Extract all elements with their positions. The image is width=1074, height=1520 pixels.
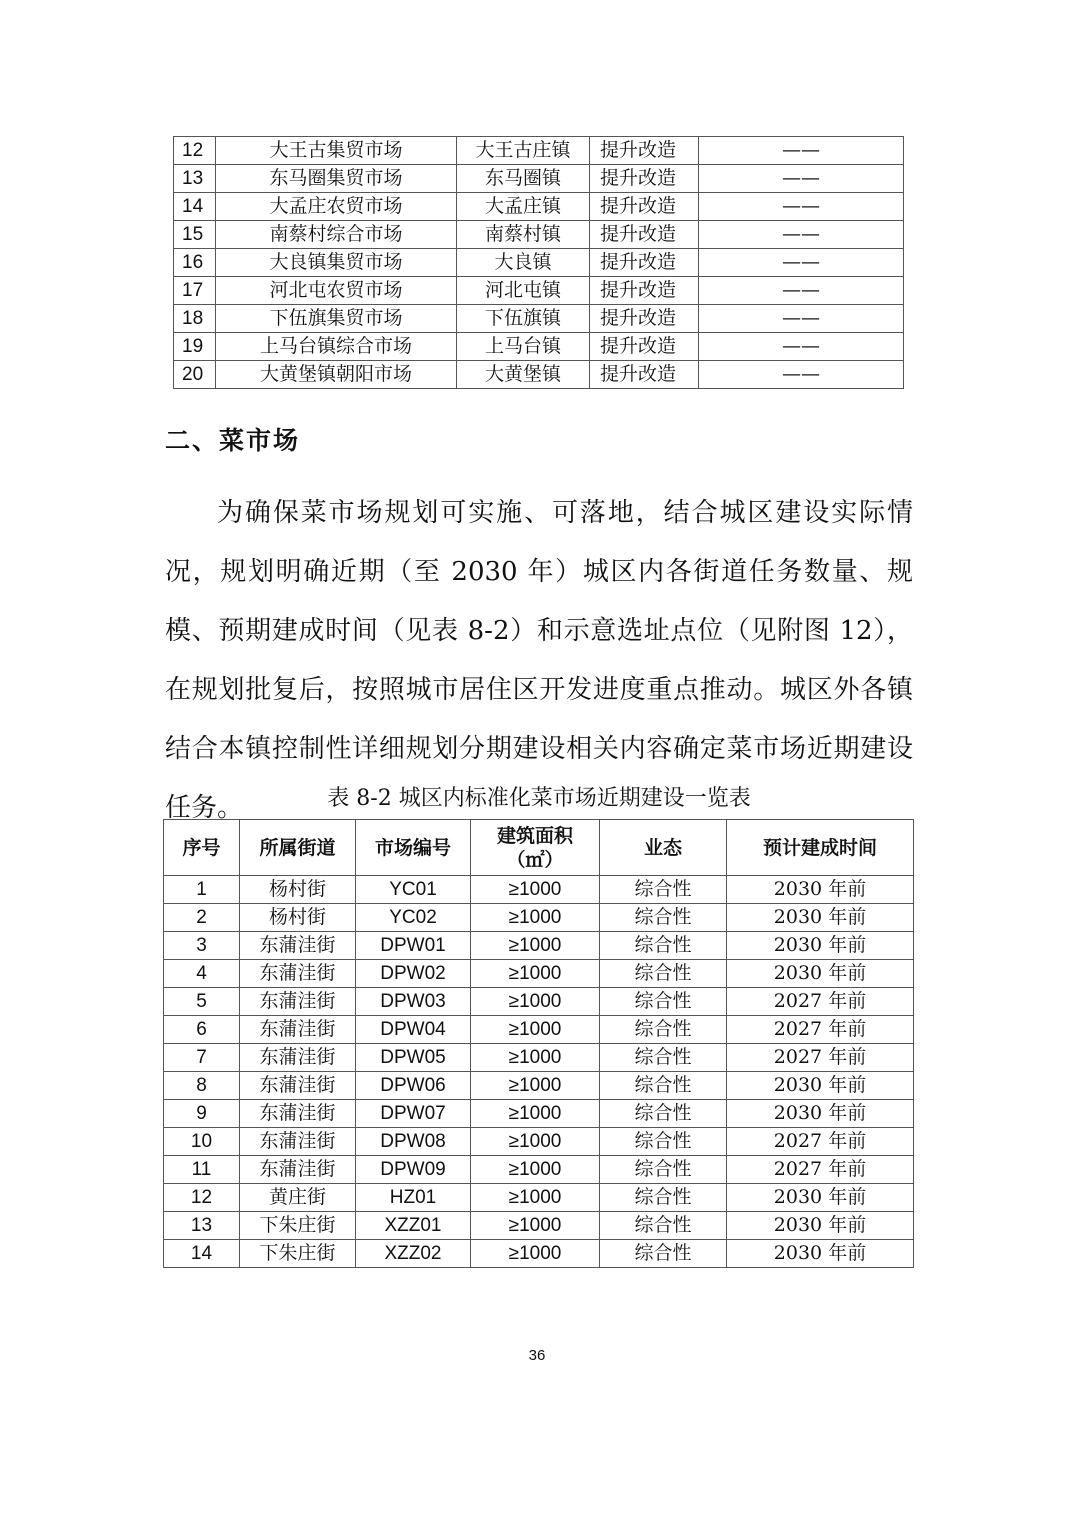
cell-town: 下伍旗镇 [457, 305, 590, 333]
cell-floor-area: ≥1000 [471, 1240, 600, 1268]
cell-town: 东马圈镇 [457, 165, 590, 193]
cell-index: 10 [164, 1128, 240, 1156]
cell-index: 5 [164, 988, 240, 1016]
cell-market-name: 上马台镇综合市场 [216, 333, 457, 361]
table-row [174, 277, 904, 305]
cell-street: 东蒲洼街 [240, 1016, 356, 1044]
cell-business-type: 综合性 [600, 876, 727, 904]
cell-completion-time: 2030 年前 [727, 1184, 914, 1212]
cell-index: 16 [174, 249, 216, 277]
cell-business-type: 综合性 [600, 1184, 727, 1212]
header-business-type: 业态 [600, 820, 727, 876]
cell-construction-type: 提升改造 [590, 137, 699, 165]
table-row [164, 1072, 914, 1100]
cell-floor-area: ≥1000 [471, 1128, 600, 1156]
cell-completion-time: 2030 年前 [727, 904, 914, 932]
cell-market-code: YC02 [356, 904, 471, 932]
cell-floor-area: ≥1000 [471, 1072, 600, 1100]
table-row [164, 1044, 914, 1072]
cell-construction-type: 提升改造 [590, 277, 699, 305]
cell-index: 2 [164, 904, 240, 932]
table-row [164, 988, 914, 1016]
cell-town: 大良镇 [457, 249, 590, 277]
cell-market-code: DPW07 [356, 1100, 471, 1128]
table-row [164, 1184, 914, 1212]
cell-business-type: 综合性 [600, 932, 727, 960]
cell-street: 东蒲洼街 [240, 1072, 356, 1100]
table-row [164, 932, 914, 960]
cell-completion-time: 2030 年前 [727, 960, 914, 988]
cell-market-code: DPW06 [356, 1072, 471, 1100]
section-heading: 二、菜市场 [165, 426, 301, 455]
table-row [174, 333, 904, 361]
header-floor-area: 建筑面积 （㎡） [471, 820, 600, 876]
cell-business-type: 综合性 [600, 1072, 727, 1100]
cell-completion-time: 2027 年前 [727, 1016, 914, 1044]
cell-market-code: DPW03 [356, 988, 471, 1016]
table-row [164, 876, 914, 904]
cell-market-name: 下伍旗集贸市场 [216, 305, 457, 333]
cell-completion-time: 2030 年前 [727, 876, 914, 904]
cell-floor-area: ≥1000 [471, 1100, 600, 1128]
header-market-code: 市场编号 [356, 820, 471, 876]
cell-street: 东蒲洼街 [240, 932, 356, 960]
cell-note: —— [699, 221, 904, 249]
cell-street: 杨村街 [240, 904, 356, 932]
cell-completion-time: 2027 年前 [727, 1044, 914, 1072]
cell-floor-area: ≥1000 [471, 1016, 600, 1044]
table-row [174, 221, 904, 249]
table-row [164, 1156, 914, 1184]
cell-construction-type: 提升改造 [590, 165, 699, 193]
cell-index: 19 [174, 333, 216, 361]
cell-index: 20 [174, 361, 216, 389]
cell-floor-area: ≥1000 [471, 988, 600, 1016]
cell-index: 17 [174, 277, 216, 305]
cell-floor-area: ≥1000 [471, 1156, 600, 1184]
cell-note: —— [699, 193, 904, 221]
cell-street: 东蒲洼街 [240, 960, 356, 988]
cell-note: —— [699, 277, 904, 305]
header-index: 序号 [164, 820, 240, 876]
cell-market-name: 大孟庄农贸市场 [216, 193, 457, 221]
cell-index: 14 [164, 1240, 240, 1268]
cell-market-code: DPW04 [356, 1016, 471, 1044]
cell-index: 12 [174, 137, 216, 165]
cell-completion-time: 2027 年前 [727, 1156, 914, 1184]
cell-index: 4 [164, 960, 240, 988]
cell-floor-area: ≥1000 [471, 904, 600, 932]
cell-market-name: 大黄堡镇朝阳市场 [216, 361, 457, 389]
cell-floor-area: ≥1000 [471, 876, 600, 904]
vegetable-market-table [163, 819, 914, 1268]
cell-business-type: 综合性 [600, 1212, 727, 1240]
cell-construction-type: 提升改造 [590, 193, 699, 221]
table-row [174, 165, 904, 193]
table-row [164, 1128, 914, 1156]
cell-note: —— [699, 137, 904, 165]
cell-completion-time: 2027 年前 [727, 1128, 914, 1156]
cell-street: 东蒲洼街 [240, 988, 356, 1016]
cell-index: 8 [164, 1072, 240, 1100]
cell-index: 11 [164, 1156, 240, 1184]
table-row [164, 904, 914, 932]
cell-market-name: 大王古集贸市场 [216, 137, 457, 165]
header-street: 所属街道 [240, 820, 356, 876]
cell-street: 东蒲洼街 [240, 1044, 356, 1072]
cell-market-code: DPW08 [356, 1128, 471, 1156]
cell-completion-time: 2030 年前 [727, 1100, 914, 1128]
cell-index: 7 [164, 1044, 240, 1072]
cell-market-name: 大良镇集贸市场 [216, 249, 457, 277]
cell-construction-type: 提升改造 [590, 249, 699, 277]
cell-index: 6 [164, 1016, 240, 1044]
cell-index: 15 [174, 221, 216, 249]
table-row [174, 249, 904, 277]
table-row [164, 960, 914, 988]
cell-business-type: 综合性 [600, 1156, 727, 1184]
table-row [164, 1212, 914, 1240]
page-number: 36 [528, 1347, 546, 1364]
cell-floor-area: ≥1000 [471, 1044, 600, 1072]
cell-business-type: 综合性 [600, 1016, 727, 1044]
cell-floor-area: ≥1000 [471, 960, 600, 988]
cell-town: 河北屯镇 [457, 277, 590, 305]
table-row [164, 1240, 914, 1268]
cell-completion-time: 2030 年前 [727, 932, 914, 960]
cell-business-type: 综合性 [600, 960, 727, 988]
cell-business-type: 综合性 [600, 988, 727, 1016]
cell-completion-time: 2030 年前 [727, 1072, 914, 1100]
cell-index: 1 [164, 876, 240, 904]
table-row [174, 361, 904, 389]
table-row [164, 1016, 914, 1044]
cell-market-code: XZZ01 [356, 1212, 471, 1240]
cell-street: 东蒲洼街 [240, 1128, 356, 1156]
cell-town: 大黄堡镇 [457, 361, 590, 389]
cell-construction-type: 提升改造 [590, 305, 699, 333]
cell-floor-area: ≥1000 [471, 1184, 600, 1212]
cell-market-code: XZZ02 [356, 1240, 471, 1268]
cell-town: 大王古庄镇 [457, 137, 590, 165]
cell-town: 南蔡村镇 [457, 221, 590, 249]
cell-street: 下朱庄街 [240, 1240, 356, 1268]
table-row [164, 1100, 914, 1128]
cell-business-type: 综合性 [600, 904, 727, 932]
cell-town: 大孟庄镇 [457, 193, 590, 221]
cell-note: —— [699, 361, 904, 389]
cell-market-code: DPW05 [356, 1044, 471, 1072]
cell-market-code: HZ01 [356, 1184, 471, 1212]
cell-business-type: 综合性 [600, 1128, 727, 1156]
cell-index: 14 [174, 193, 216, 221]
cell-market-code: DPW02 [356, 960, 471, 988]
continued-market-table [173, 136, 904, 389]
table-header-row [164, 820, 914, 876]
table-row [174, 193, 904, 221]
cell-completion-time: 2030 年前 [727, 1240, 914, 1268]
cell-index: 13 [174, 165, 216, 193]
cell-market-code: DPW01 [356, 932, 471, 960]
table-row [174, 137, 904, 165]
cell-index: 3 [164, 932, 240, 960]
header-completion-time: 预计建成时间 [727, 820, 914, 876]
section-paragraph: 为确保菜市场规划可实施、可落地，结合城区建设实际情况，规划明确近期（至 2030 年）城区内各街道任务数量、规模、预期建成时间（见表 8-2）和示意选址点位（见附图 12），在规划批复后，按照城市居住区开发进度重点推动。城区外各镇结合本镇控制性详细规划分期建设相关内容确定菜市场近期建设任务。 [165, 498, 913, 823]
cell-completion-time: 2027 年前 [727, 988, 914, 1016]
cell-business-type: 综合性 [600, 1100, 727, 1128]
cell-market-name: 南蔡村综合市场 [216, 221, 457, 249]
cell-business-type: 综合性 [600, 1240, 727, 1268]
cell-index: 18 [174, 305, 216, 333]
cell-construction-type: 提升改造 [590, 221, 699, 249]
cell-note: —— [699, 305, 904, 333]
cell-floor-area: ≥1000 [471, 932, 600, 960]
cell-street: 东蒲洼街 [240, 1100, 356, 1128]
cell-index: 12 [164, 1184, 240, 1212]
cell-town: 上马台镇 [457, 333, 590, 361]
cell-street: 下朱庄街 [240, 1212, 356, 1240]
cell-floor-area: ≥1000 [471, 1212, 600, 1240]
table-caption: 表 8-2 城区内标准化菜市场近期建设一览表 [327, 786, 751, 811]
cell-market-name: 东马圈集贸市场 [216, 165, 457, 193]
cell-street: 东蒲洼街 [240, 1156, 356, 1184]
cell-index: 13 [164, 1212, 240, 1240]
cell-note: —— [699, 249, 904, 277]
cell-market-code: DPW09 [356, 1156, 471, 1184]
cell-construction-type: 提升改造 [590, 361, 699, 389]
cell-completion-time: 2030 年前 [727, 1212, 914, 1240]
table-row [174, 305, 904, 333]
cell-market-code: YC01 [356, 876, 471, 904]
cell-business-type: 综合性 [600, 1044, 727, 1072]
cell-note: —— [699, 333, 904, 361]
cell-street: 黄庄街 [240, 1184, 356, 1212]
cell-market-name: 河北屯农贸市场 [216, 277, 457, 305]
cell-note: —— [699, 165, 904, 193]
cell-street: 杨村街 [240, 876, 356, 904]
cell-index: 9 [164, 1100, 240, 1128]
cell-construction-type: 提升改造 [590, 333, 699, 361]
